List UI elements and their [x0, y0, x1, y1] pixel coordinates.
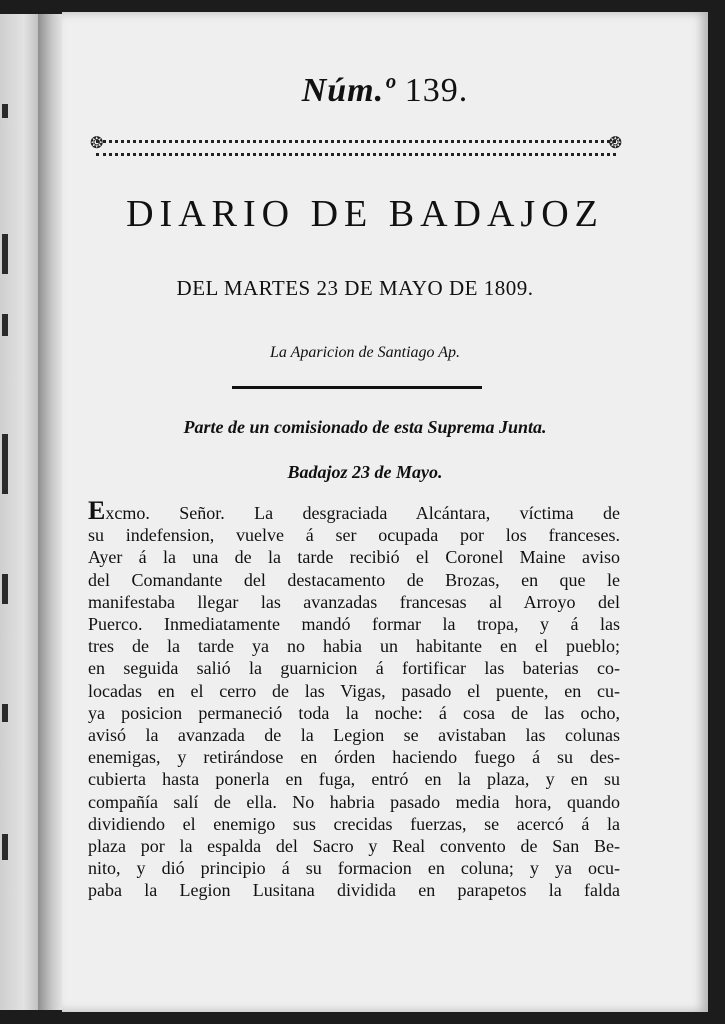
section-rule: [232, 386, 482, 389]
facing-page-edge: [0, 14, 40, 1010]
issue-label: Núm.º: [301, 72, 396, 109]
body-line: ya posicion permaneció toda la noche: á cosa de las ocho,: [88, 702, 620, 723]
issue-value: 139.: [404, 72, 469, 109]
body-line: compañía salí de ella. No habria pasado media hora, quando: [88, 791, 620, 812]
facing-page-mark: [2, 834, 8, 860]
body-line: en seguida salió la guarnicion á fortificar las baterias co-: [88, 658, 620, 679]
drop-cap: E: [88, 496, 106, 525]
newspaper-page: [62, 12, 708, 1012]
issue-number: [62, 72, 708, 110]
article-body: [88, 496, 620, 902]
body-line: paba la Legion Lusitana dividida en parapetos la falda: [88, 880, 620, 901]
body-line: Ayer á la una de la tarde recibió el Coronel Maine aviso: [88, 547, 620, 568]
facing-page-mark: [2, 314, 8, 336]
article-dateline: Badajoz 23 de Mayo.: [287, 462, 443, 482]
ornamental-divider: [96, 140, 616, 156]
body-line: locadas en el cerro de las Vigas, pasado el puente, en cu-: [88, 680, 620, 701]
masthead-title: DIARIO DE BADAJOZ: [126, 193, 604, 235]
body-line: manifestaba llegar las avanzadas francesas al Arroyo del: [88, 591, 620, 612]
body-line: Excmo. Señor. La desgraciada Alcántara, víctima de: [88, 496, 620, 525]
body-line: su indefension, vuelve á ser ocupada por los franceses.: [88, 525, 620, 546]
body-line: plaza por la espalda del Sacro y Real convento de San Be-: [88, 836, 620, 857]
body-line: Puerco. Inmediatamente mandó formar la tropa, y á las: [88, 614, 620, 635]
article-subtitle: Parte de un comisionado de esta Suprema Junta.: [183, 417, 547, 437]
body-line: nito, y dió principio á su formacion en coluna; y ya ocu-: [88, 858, 620, 879]
body-line: del Comandante del destacamento de Brozas, en que le: [88, 569, 620, 590]
body-line: avisó la avanzada de la Legion se avistaban las colunas: [88, 725, 620, 746]
facing-page-mark: [2, 104, 8, 118]
facing-page-mark: [2, 574, 8, 604]
feast-day: La Aparicion de Santiago Ap.: [269, 344, 461, 361]
facing-page-mark: [2, 704, 8, 722]
body-line: tres de la tarde ya no habia un habitante en el pueblo;: [88, 636, 620, 657]
body-line: enemigas, y retirándose en órden haciendo fuego á su des-: [88, 747, 620, 768]
body-line: cubierta hasta ponerla en fuga, entró en la plaza, y en su: [88, 769, 620, 790]
body-line: dividiendo el enemigo sus crecidas fuerzas, se acercó á la: [88, 813, 620, 834]
publication-date: DEL MARTES 23 DE MAYO DE 1809.: [176, 276, 534, 300]
facing-page-mark: [2, 234, 8, 274]
book-gutter: [38, 14, 64, 1010]
facing-page-mark: [2, 434, 8, 494]
